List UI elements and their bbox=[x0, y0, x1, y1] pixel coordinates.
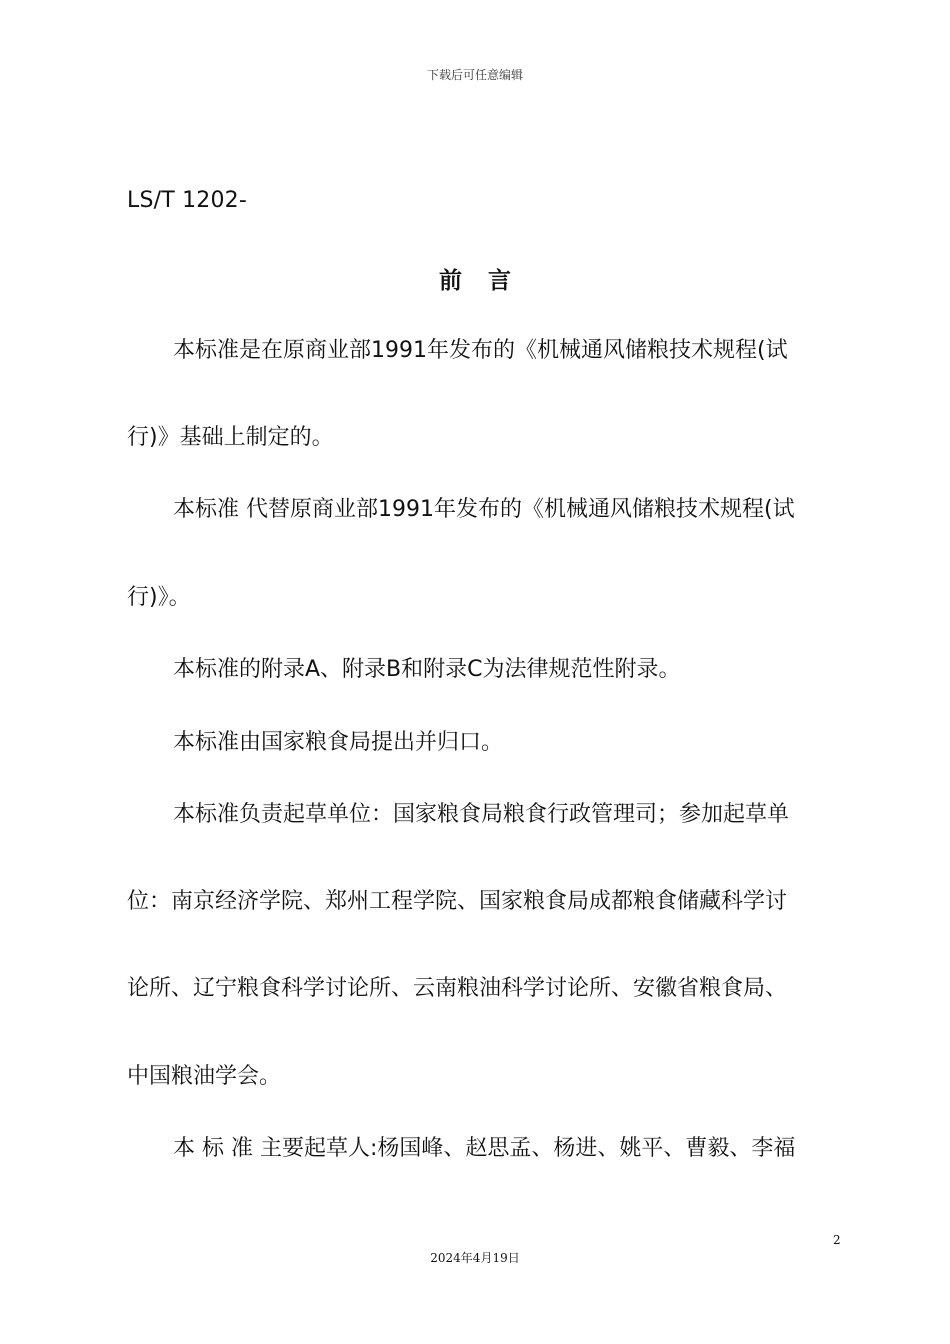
body-line-9: 论所、辽宁粮食科学讨论所、云南粮油科学讨论所、安徽省粮食局、 bbox=[127, 976, 788, 1001]
document-title: 前言 bbox=[439, 268, 537, 294]
standard-code: LS/T 1202- bbox=[127, 188, 247, 213]
body-line-7: 本标准负责起草单位：国家粮食局粮食行政管理司；参加起草单 bbox=[173, 802, 790, 827]
body-line-4: 行)》。 bbox=[127, 585, 191, 610]
body-line-2: 行)》基础上制定的。 bbox=[127, 425, 334, 450]
body-line-1: 本标准是在原商业部1991年发布的《机械通风储粮技术规程(试 bbox=[173, 338, 788, 363]
body-line-10: 中国粮油学会。 bbox=[127, 1064, 282, 1089]
body-line-5: 本标准的附录A、附录B和附录C为法律规范性附录。 bbox=[173, 657, 681, 682]
body-line-3: 本标准 代替原商业部1991年发布的《机械通风储粮技术规程(试 bbox=[173, 497, 795, 522]
footer-date: 2024年4月19日 bbox=[430, 1251, 520, 1265]
page-number: 2 bbox=[833, 1233, 841, 1247]
body-line-8: 位：南京经济学院、郑州工程学院、国家粮食局成都粮食储藏科学讨 bbox=[127, 889, 788, 914]
body-line-6: 本标准由国家粮食局提出并归口。 bbox=[173, 730, 504, 755]
page-header-note: 下载后可任意编辑 bbox=[426, 68, 523, 82]
body-line-11: 本 标 准 主要起草人:杨国峰、赵思孟、杨进、姚平、曹毅、李福 bbox=[173, 1136, 796, 1161]
